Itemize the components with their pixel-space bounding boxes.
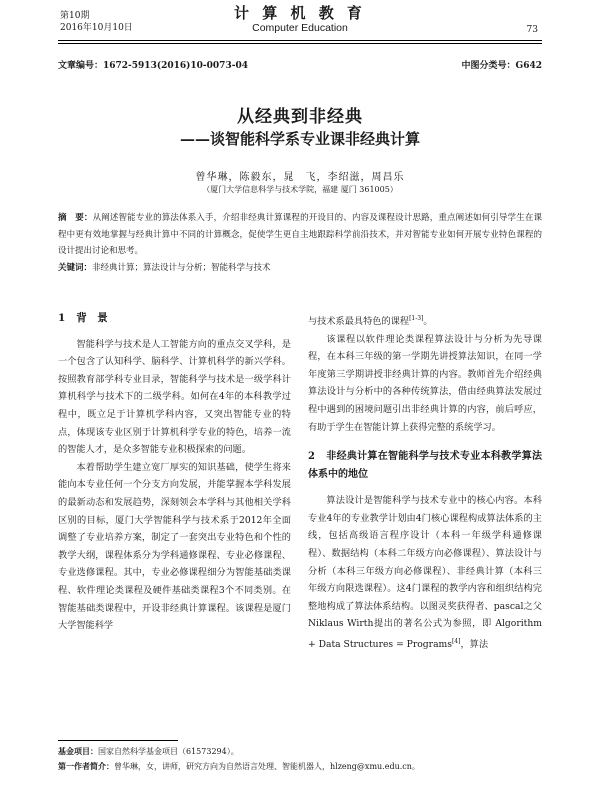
right-column xyxy=(308,310,542,654)
section-2-number: 2 xyxy=(308,451,315,463)
page-number: 73 xyxy=(526,25,538,35)
section-2-heading xyxy=(308,448,542,484)
journal-name-en: Computer Education xyxy=(252,22,348,34)
issue-date: 2016年10月10日 xyxy=(60,23,133,33)
paragraph-text-end: 。 xyxy=(423,316,433,328)
author-bio-text: 曾华琳，女，讲师，研究方向为自然语言处理、智能机器人，hlzeng@xmu.edu.cn。 xyxy=(114,762,420,771)
fund-text: 国家自然科学基金项目（61573294）。 xyxy=(98,747,239,756)
issue-number: 第10期 xyxy=(60,11,90,21)
paragraph: 本着帮助学生建立宽厂厚实的知识基础，使学生将来能向本专业任何一个分支方向发展，并能掌握本学科发展的最新动态和发展趋势，深刻领会本学科与其他相关学科区别的目标，厦门大学智能科学与技术系于2012年全面调整了专业培养方案，制定了一套突出专业特色和个性的教学大纲，课程体系分为学科通修课程、专业必修课程、专业选修课程。其中，专业必修课程细分为智能基础类课程、软件理论类课程及硬件基础类课程3个不同类别。在智能基础类课程中，开设非经典计算课程。该课程是厦门大学智能科学 xyxy=(58,461,291,632)
running-header-center xyxy=(0,4,600,35)
paragraph-text: 算法设计是智能科学与技术专业中的核心内容。本科专业4年的专业教学计划由4门核心课程构成算法体系的主线，包括高级语言程序设计（本科一年级学科通修课程）、数据结构（本科二年级方向必修课程）、算法设计与分析（本科三年级方向必修课程）、非经典计算（本科三年级方向限选课程）。这4门课程的教学内容和组织结构完整地构成了算法体系结构。以图灵奖获得者、pascal之父Niklaus Wirth提出的著名公式为参照，即 Algorithm + Data Structures = Programs xyxy=(308,495,542,651)
paragraph-text-end: ，算法 xyxy=(460,639,489,651)
journal-name-cn: 计 算 机 教 育 xyxy=(234,4,366,22)
abstract-label: 摘 要： xyxy=(58,213,93,223)
keywords-label: 关键词： xyxy=(58,262,93,273)
header-rule xyxy=(58,40,542,44)
section-1-number: 1 xyxy=(58,312,66,324)
footnote-author xyxy=(58,759,542,774)
citation: [1-3] xyxy=(409,315,424,322)
keywords-text: 非经典计算；算法设计与分析；智能科学与技术 xyxy=(92,262,271,273)
abstract xyxy=(58,210,542,260)
footnote-fund xyxy=(58,744,542,759)
author-list: 曾华琳，陈毅东，晁 飞，李绍滋，周昌乐 xyxy=(195,172,405,183)
paragraph: 该课程以软件理论类课程算法设计与分析为先导课程，在本科三年级的第一学期先讲授算法知识，在同一学年度第三学期讲授非经典计算的内容。教师首先介绍经典算法设计与分析中的各种传统算法，借由经典算法发展过程中遇到的困境问题引出非经典计算的内容，前后呼应，有助于学生在智能计算上获得完整的系统学习。 xyxy=(308,333,542,433)
abstract-text: 从阐述智能专业的算法体系入手，介绍非经典计算课程的开设目的、内容及课程设计思路，重点阐述如何引导学生在课程中更有效地掌握与经典计算中不同的计算概念，促使学生更自主地跟踪科学前沿技术，并对智能专业如何开展专业特色课程的设计提出讨论和思考。 xyxy=(58,213,542,256)
article-number: 文章编号：1672-5913(2016)10-0073-04 xyxy=(58,61,248,71)
paragraph xyxy=(308,492,542,653)
section-1-heading xyxy=(58,310,291,328)
paragraph: 智能科学与技术是人工智能方向的重点交叉学科，是一个包含了认知科学、脑科学、计算机科学的新兴学科。按照教育部学科专业目录，智能科学与技术是一级学科计算机科学与技术下的二级学科。如何在4年的本科教学过程中，既立足于计算机学科内容，又突出智能专业的特点，体现该专业区别于计算机科学专业的特色，培养一流的智能人才，是众多智能专业积极探索的问题。 xyxy=(58,338,291,456)
left-column xyxy=(58,310,291,635)
paragraph-continued xyxy=(308,310,542,331)
article-title: 从经典到非经典 xyxy=(237,107,363,127)
affiliation: （厦门大学信息科学与技术学院，福建 厦门 361005） xyxy=(202,185,398,194)
keywords xyxy=(58,260,542,277)
section-1-title: 背 景 xyxy=(76,312,108,324)
author-bio-label: 第一作者简介： xyxy=(58,761,114,771)
footnote-rule xyxy=(58,740,178,741)
citation: [4] xyxy=(451,637,461,645)
section-2-title: 非经典计算在智能科学与技术专业本科教学算法体系中的地位 xyxy=(308,451,543,481)
article-subtitle: ——谈智能科学系专业课非经典计算 xyxy=(179,130,420,148)
clc-number: 中图分类号：G642 xyxy=(461,61,542,71)
abstract-block xyxy=(58,210,542,276)
paragraph-text: 与技术系最具特色的课程 xyxy=(308,316,410,328)
fund-label: 基金项目： xyxy=(58,746,98,756)
